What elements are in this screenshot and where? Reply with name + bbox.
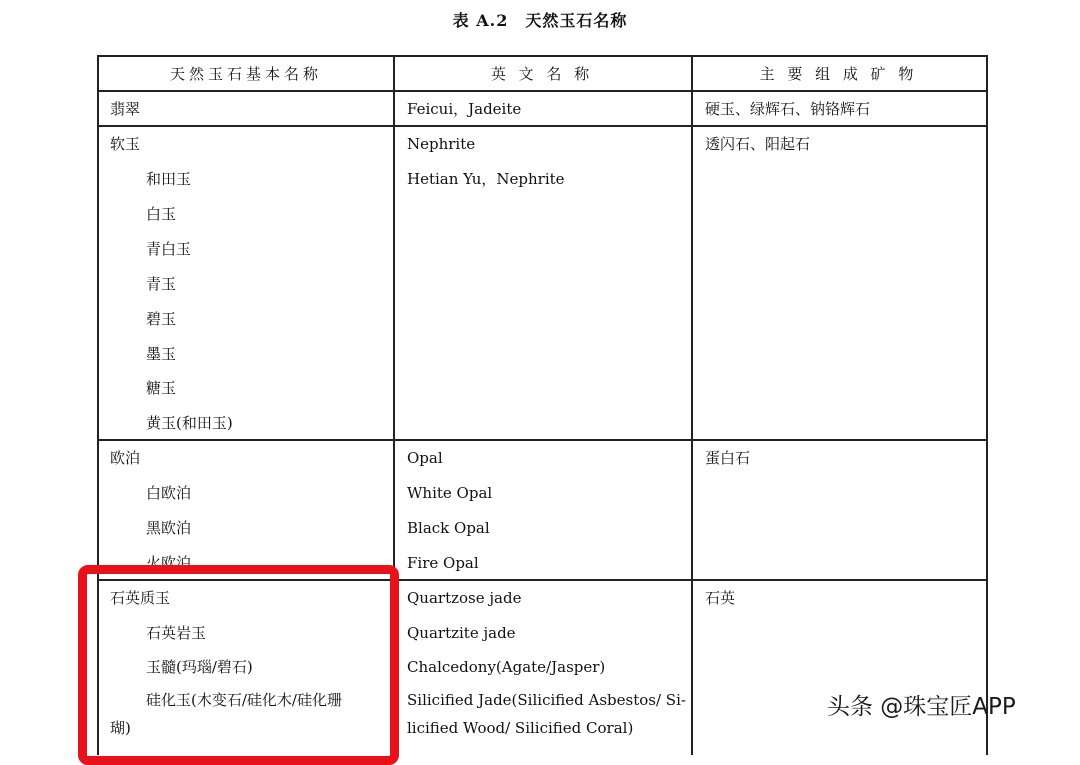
sub-name: 白玉 bbox=[146, 205, 177, 223]
sub-name: 和田玉 bbox=[146, 170, 192, 188]
row-divider bbox=[99, 439, 986, 441]
group-english: Feicui，Jadeite bbox=[407, 100, 522, 118]
sub-english-continued: licified Wood/ Silicified Coral) bbox=[407, 719, 634, 737]
sub-name: 火欧泊 bbox=[146, 554, 192, 572]
group-name: 软玉 bbox=[110, 135, 141, 153]
sub-name: 硅化玉(木变石/硅化木/硅化珊 bbox=[146, 691, 342, 709]
sub-name: 墨玉 bbox=[146, 345, 177, 363]
sub-english: Quartzite jade bbox=[407, 624, 516, 642]
sub-english: Fire Opal bbox=[407, 554, 479, 572]
group-name: 翡翠 bbox=[110, 100, 141, 118]
group-english: Opal bbox=[407, 449, 443, 467]
sub-name: 糖玉 bbox=[146, 379, 177, 397]
group-mineral: 蛋白石 bbox=[705, 449, 751, 467]
column-divider bbox=[691, 57, 693, 755]
sub-name: 青玉 bbox=[146, 275, 177, 293]
row-divider bbox=[99, 125, 986, 127]
group-mineral: 透闪石、阳起石 bbox=[705, 135, 811, 153]
watermark: 头条 @珠宝匠APP bbox=[827, 694, 1016, 720]
header-divider bbox=[99, 90, 986, 92]
group-name: 欧泊 bbox=[110, 449, 141, 467]
group-english: Quartzose jade bbox=[407, 589, 522, 607]
sub-name: 青白玉 bbox=[146, 240, 192, 258]
sub-name: 玉髓(玛瑙/碧石) bbox=[146, 658, 253, 676]
sub-name: 碧玉 bbox=[146, 310, 177, 328]
highlight-box bbox=[78, 565, 399, 765]
group-name: 石英质玉 bbox=[110, 589, 171, 607]
group-mineral: 石英 bbox=[705, 589, 736, 607]
sub-english: Silicified Jade(Silicified Asbestos/ Si- bbox=[407, 691, 686, 709]
header-english-name: 英 文 名 称 bbox=[490, 65, 594, 83]
sub-name: 黄玉(和田玉) bbox=[146, 414, 233, 432]
header-main-minerals: 主 要 组 成 矿 物 bbox=[759, 65, 918, 83]
sub-english: White Opal bbox=[407, 484, 493, 502]
sub-name: 白欧泊 bbox=[146, 484, 192, 502]
table-title: 表 A.2 天然玉石名称 bbox=[452, 11, 628, 30]
sub-english: Black Opal bbox=[407, 519, 490, 537]
header-basic-name: 天然玉石基本名称 bbox=[169, 65, 322, 83]
sub-english: Hetian Yu，Nephrite bbox=[407, 170, 565, 188]
sub-name: 石英岩玉 bbox=[146, 624, 207, 642]
sub-name-continued: 瑚) bbox=[110, 719, 131, 737]
group-english: Nephrite bbox=[407, 135, 476, 153]
group-mineral: 硬玉、绿辉石、钠铬辉石 bbox=[705, 100, 871, 118]
sub-english: Chalcedony(Agate/Jasper) bbox=[407, 658, 606, 676]
sub-name: 黑欧泊 bbox=[146, 519, 192, 537]
